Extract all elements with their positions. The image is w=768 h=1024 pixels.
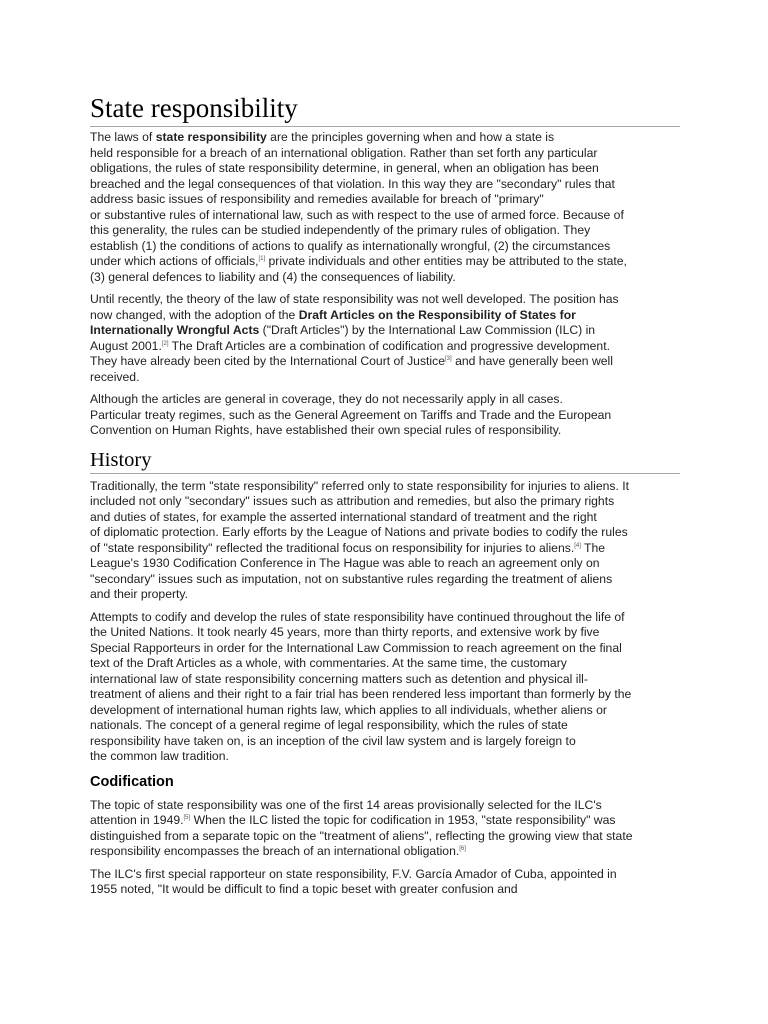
page-title: State responsibility	[90, 93, 680, 127]
footnote-ref-6[interactable]: [6]	[459, 845, 466, 852]
section-heading-history: History	[90, 448, 680, 474]
paragraph-history-2: Attempts to codify and develop the rules of state responsibility have continued throughout the life of the United Nations. It took nearly 45 years, more than thirty reports, and extensive work by five Special Rapporteurs in order for the International Law Commission to reach agreement on the final text of the Draft Articles as a whole, with commentaries. At the same time, the customary international law of state responsibility concerning matters such as detention and physical ill- treatment of aliens and their right to a fair trial has been rendered less important than formerly by the development of international human rights law, which applies to all individuals, whether aliens or nationals. The concept of a general regime of legal responsibility, which the rules of state responsibility have taken on, is an inception of the civil law system and is largely foreign to the common law tradition.	[90, 609, 632, 763]
paragraph-general-coverage: Although the articles are general in coverage, they do not necessarily apply in all cases. Particular treaty regimes, such as the General Agreement on Tariffs and Trade and the European Convention on Human Rights, have established their own special rules of responsibility.	[90, 392, 612, 437]
draft-articles-title-part2: Internationally Wrongful Acts	[90, 323, 260, 337]
footnote-ref-2[interactable]: [2]	[161, 340, 169, 347]
article-body	[90, 93, 680, 905]
paragraph-codification-1: The topic of state responsibility was one of the first 14 areas provisionally selected for the ILC's attention in 1949.[5] When the ILC listed the topic for codification in 1953, "state responsibility" was distinguished from a separate topic on the "treatment of aliens", reflecting the growing view that state responsibility encompasses the breach of an international obligation.[6]	[90, 797, 633, 858]
footnote-ref-3[interactable]: [3]	[445, 355, 452, 362]
section-heading-codification: Codification	[90, 773, 174, 790]
paragraph-history-1: Traditionally, the term "state responsibility" referred only to state responsibility for injuries to aliens. It included not only "secondary" issues such as attribution and remedies, but also the primary rights and duties of states, for example the asserted international standard of treatment and the right of diplomatic protection. Early efforts by the League of Nations and private bodies to codify the rules of "state responsibility" reflected the traditional focus on responsibility for injuries to aliens.[4] The League's 1930 Codification Conference in The Hague was able to reach an agreement only on "secondary" issues such as imputation, not on substantive rules regarding the treatment of aliens and their property.	[90, 478, 630, 601]
footnote-ref-4[interactable]: [4]	[574, 542, 581, 549]
footnote-ref-1[interactable]: [1]	[258, 255, 266, 262]
draft-articles-title-part1: Draft Articles on the Responsibility of States for	[298, 307, 576, 322]
footnote-ref-5[interactable]: [5]	[183, 814, 191, 821]
term-bold: state responsibility	[155, 130, 267, 144]
paragraph-codification-2: The ILC's first special rapporteur on state responsibility, F.V. García Amador of Cuba, appointed in 1955 noted, "It would be difficult to find a topic beset with greater confusion and	[90, 866, 617, 896]
paragraph-draft-articles: Until recently, the theory of the law of state responsibility was not well developed. The position has now changed, with the adoption of the Draft Articles on the Responsibility of States for Internationally Wrongful Acts ("Draft Articles") by the International Law Commission (ILC) in August 2001.[2] The Draft Articles are a combination of codification and progressive development. They have already been cited by the International Court of Justice[3] and have generally been well received.	[90, 292, 619, 384]
paragraph-intro: The laws of state responsibility are the principles governing when and how a state is held responsible for a breach of an international obligation. Rather than set forth any particular obligations, the rules of state responsibility determine, in general, when an obligation has been breached and the legal consequences of that violation. In this way they are "secondary" rules that address basic issues of responsibility and remedies available for breach of "primary" or substantive rules of international law, such as with respect to the use of armed force. Because of this generality, the rules can be studied independently of the primary rules of obligation. They establish (1) the conditions of actions to qualify as internationally wrongful, (2) the circumstances under which actions of officials,[1] private individuals and other entities may be attributed to the state, (3) general defences to liability and (4) the consequences of liability.	[90, 130, 627, 284]
